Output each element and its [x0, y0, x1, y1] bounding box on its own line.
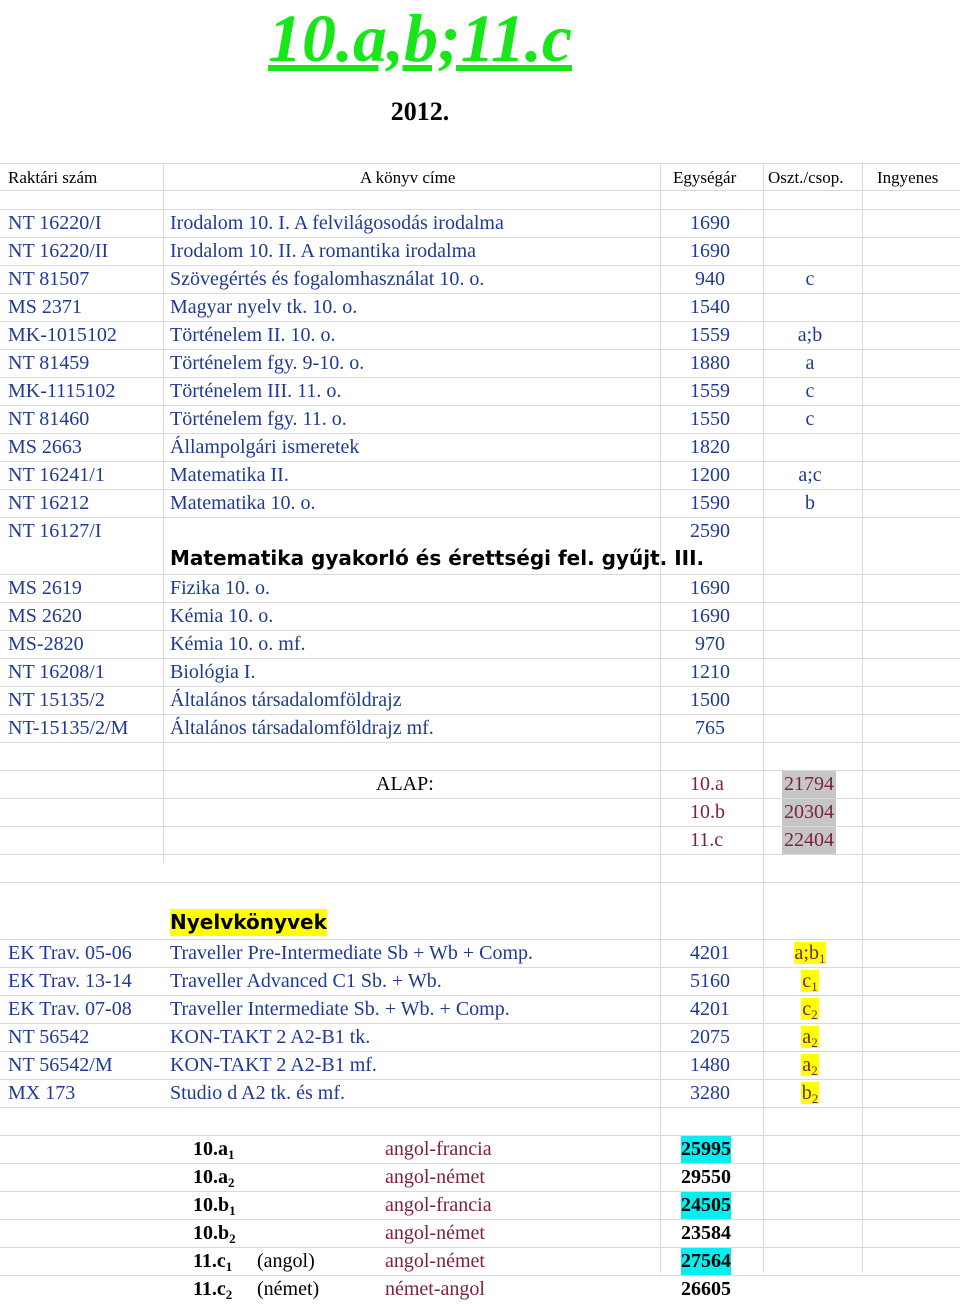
table-row [0, 714, 960, 742]
language-book-group [770, 1024, 850, 1051]
language-book-group [770, 968, 850, 995]
language-group-row [0, 1275, 960, 1303]
book-title: Irodalom 10. I. A felvilágosodás irodalma [170, 212, 504, 234]
language-book-group [770, 1052, 850, 1079]
header-title: A könyv címe [360, 168, 456, 187]
book-title: Történelem fgy. 11. o. [170, 408, 347, 430]
group-class-sub: 1 [229, 1203, 236, 1218]
group-class [193, 1276, 232, 1303]
book-price: 1210 [690, 661, 730, 683]
language-book-id: EK Trav. 13-14 [8, 970, 132, 992]
table-row [0, 995, 960, 1023]
book-price: 765 [695, 717, 725, 739]
group-sub: 2 [811, 1035, 818, 1050]
language-book-id: EK Trav. 05-06 [8, 942, 132, 964]
table-row [0, 293, 960, 321]
header-free: Ingyenes [877, 168, 939, 187]
book-price: 1559 [690, 324, 730, 346]
group-note: (német) [257, 1278, 320, 1300]
group-highlight [801, 998, 818, 1020]
book-price: 1690 [690, 605, 730, 627]
group-highlight [794, 942, 827, 964]
book-price: 1500 [690, 689, 730, 711]
language-group-list [0, 1135, 960, 1303]
group-sub: 2 [811, 1007, 818, 1022]
spacer-row [0, 854, 960, 882]
alap-row [0, 798, 960, 826]
book-group: c [805, 380, 815, 402]
group-class-sub: 2 [225, 1287, 233, 1302]
language-book-price: 2075 [690, 1026, 730, 1048]
language-group-row [0, 1135, 960, 1163]
book-group [770, 687, 850, 714]
header-group: Oszt./csop. [768, 168, 844, 187]
alap-row [0, 826, 960, 854]
table-row [0, 433, 960, 461]
alap-value: 21794 [782, 771, 836, 798]
group-language: angol-francia [385, 1138, 492, 1160]
language-book-price: 3280 [690, 1082, 730, 1104]
book-title: Történelem II. 10. o. [170, 324, 336, 346]
table-row [0, 461, 960, 489]
group-text: c [802, 998, 812, 1020]
language-book-id: NT 56542 [8, 1026, 90, 1048]
group-total: 24505 [681, 1192, 731, 1219]
book-title: Kémia 10. o. [170, 605, 274, 627]
group-highlight [801, 1082, 820, 1104]
group-text: a;b [794, 942, 819, 964]
book-title: Irodalom 10. II. A romantika irodalma [170, 240, 477, 262]
table-row [0, 686, 960, 714]
book-group [770, 238, 850, 265]
book-id: MS 2371 [8, 296, 82, 318]
group-class-text: 10.b [193, 1194, 230, 1216]
table-row [0, 405, 960, 433]
language-book-price: 5160 [690, 970, 730, 992]
book-id: MK-1015102 [8, 324, 117, 346]
book-group [770, 294, 850, 321]
alap-value: 22404 [782, 827, 836, 854]
table-row [0, 602, 960, 630]
language-book-title: Studio d A2 tk. és mf. [170, 1082, 346, 1104]
book-id: MS-2820 [8, 633, 84, 655]
language-book-id: MX 173 [8, 1082, 76, 1104]
book-title: Matematika gyakorló és érettségi fel. gyűjt. III. [170, 546, 705, 570]
book-title: Történelem fgy. 9-10. o. [170, 352, 365, 374]
language-book-group [770, 1080, 850, 1107]
group-class-text: 10.a [193, 1138, 228, 1160]
book-id: NT 81460 [8, 408, 90, 430]
group-sub: 2 [811, 1063, 818, 1078]
book-price: 1540 [690, 296, 730, 318]
language-heading: Nyelvkönyvek [170, 910, 327, 934]
group-class [193, 1192, 236, 1219]
book-price: 1200 [690, 464, 730, 486]
book-id: MS 2620 [8, 605, 82, 627]
spacer-row [0, 1107, 960, 1135]
group-total: 23584 [681, 1222, 731, 1244]
book-group [770, 631, 850, 658]
group-sub: 2 [811, 1091, 819, 1106]
language-book-title: KON-TAKT 2 A2-B1 tk. [170, 1026, 371, 1048]
language-book-title: Traveller Advanced C1 Sb. + Wb. [170, 970, 442, 992]
book-group [770, 715, 850, 742]
table-row [0, 321, 960, 349]
table-row [0, 1051, 960, 1079]
book-id: NT 81507 [8, 268, 90, 290]
book-id: MS 2663 [8, 436, 82, 458]
book-id: NT 81459 [8, 352, 90, 374]
book-id: NT 16208/1 [8, 661, 105, 683]
book-id: NT 16220/II [8, 240, 109, 262]
language-book-price: 1480 [690, 1054, 730, 1076]
book-id: NT 16127/I [8, 520, 102, 542]
group-class [193, 1220, 236, 1247]
table-row [0, 939, 960, 967]
group-total: 29550 [681, 1166, 731, 1188]
group-total: 25995 [681, 1136, 731, 1163]
group-class-sub: 1 [228, 1147, 235, 1162]
table-row [0, 1023, 960, 1051]
table-row [0, 574, 960, 602]
language-book-price: 4201 [690, 998, 730, 1020]
document-title: 10.a,b;11.c [267, 0, 573, 76]
book-group [770, 603, 850, 630]
table-row [0, 967, 960, 995]
group-class [193, 1136, 235, 1163]
language-group-row [0, 1163, 960, 1191]
alap-class: 10.a [690, 773, 724, 795]
book-group: b [805, 492, 815, 514]
book-price: 1820 [690, 436, 730, 458]
group-text: a [802, 1026, 812, 1048]
book-price: 970 [695, 633, 725, 655]
table-row [0, 377, 960, 405]
document-year: 2012. [390, 97, 450, 126]
table-row [0, 265, 960, 293]
book-id: NT 16212 [8, 492, 90, 514]
table-row [0, 209, 960, 237]
group-sub: 1 [811, 979, 818, 994]
book-group [770, 575, 850, 602]
book-price: 1880 [690, 352, 730, 374]
book-price: 2590 [690, 520, 730, 542]
table-row [0, 630, 960, 658]
book-title: Általános társadalomföldrajz mf. [170, 717, 434, 739]
table-row [0, 658, 960, 686]
alap-class: 10.b [690, 801, 725, 823]
book-id: NT 16241/1 [8, 464, 105, 486]
language-book-group [770, 996, 850, 1023]
group-highlight [801, 970, 818, 992]
language-book-id: NT 56542/M [8, 1054, 113, 1076]
book-id: NT 16220/I [8, 212, 102, 234]
group-note: (angol) [257, 1250, 315, 1272]
book-title: Szövegértés és fogalomhasználat 10. o. [170, 268, 485, 290]
alap-row [0, 770, 960, 798]
book-table [0, 163, 960, 1303]
alap-class: 11.c [690, 829, 724, 851]
group-class-sub: 1 [225, 1259, 233, 1274]
book-id: MK-1115102 [8, 380, 116, 402]
table-row [0, 349, 960, 377]
alap-value: 20304 [782, 799, 836, 826]
book-title: Matematika II. [170, 464, 289, 486]
header-id: Raktári szám [8, 168, 98, 187]
group-highlight [801, 1054, 818, 1076]
book-group: c [805, 268, 815, 290]
book-group [770, 518, 850, 545]
language-book-title: KON-TAKT 2 A2-B1 mf. [170, 1054, 377, 1076]
language-book-id: EK Trav. 07-08 [8, 998, 132, 1020]
book-group: a;b [797, 324, 823, 346]
group-highlight [801, 1026, 818, 1048]
book-price: 1690 [690, 212, 730, 234]
book-price: 940 [695, 268, 725, 290]
group-class-text: 11.c [193, 1250, 226, 1272]
group-text: c [802, 970, 812, 992]
book-id: NT-15135/2/M [8, 717, 129, 739]
book-id: MS 2619 [8, 577, 82, 599]
book-title: Általános társadalomföldrajz [170, 689, 402, 711]
group-class-text: 10.b [193, 1222, 230, 1244]
book-price: 1690 [690, 240, 730, 262]
language-group-row [0, 1247, 960, 1275]
book-title: Állampolgári ismeretek [170, 436, 360, 458]
book-group: c [805, 408, 815, 430]
table-header [0, 163, 960, 190]
book-title: Történelem III. 11. o. [170, 380, 342, 402]
group-language: angol-német [385, 1166, 485, 1188]
group-language: angol-francia [385, 1194, 492, 1216]
book-group [770, 659, 850, 686]
group-class [193, 1164, 235, 1191]
language-book-list [0, 939, 960, 1107]
group-total: 27564 [681, 1248, 731, 1275]
book-title: Fizika 10. o. [170, 577, 270, 599]
group-text: a [802, 1054, 812, 1076]
table-row [0, 237, 960, 265]
book-price: 1559 [690, 380, 730, 402]
group-total: 26605 [681, 1278, 731, 1300]
group-class [193, 1248, 232, 1275]
group-class-sub: 2 [229, 1231, 236, 1246]
language-heading-row [0, 882, 960, 939]
group-text: b [801, 1082, 812, 1104]
language-group-row [0, 1219, 960, 1247]
book-title: Kémia 10. o. mf. [170, 633, 306, 655]
language-book-title: Traveller Pre-Intermediate Sb + Wb + Comp. [170, 942, 534, 964]
group-sub: 1 [818, 951, 826, 966]
book-list [0, 209, 960, 742]
book-group: a [805, 352, 815, 374]
table-row [0, 489, 960, 517]
header-price: Egységár [673, 168, 737, 187]
book-price: 1590 [690, 492, 730, 514]
language-book-title: Traveller Intermediate Sb. + Wb. + Comp. [170, 998, 510, 1020]
table-row [0, 517, 960, 574]
book-group [770, 210, 850, 237]
table-row [0, 1079, 960, 1107]
group-class-text: 10.a [193, 1166, 228, 1188]
book-title: Matematika 10. o. [170, 492, 316, 514]
alap-label: ALAP: [376, 773, 434, 795]
group-class-text: 11.c [193, 1278, 226, 1300]
group-language: angol-német [385, 1222, 485, 1244]
language-group-row [0, 1191, 960, 1219]
group-class-sub: 2 [228, 1175, 235, 1190]
book-price: 1550 [690, 408, 730, 430]
book-title: Magyar nyelv tk. 10. o. [170, 296, 358, 318]
book-price: 1690 [690, 577, 730, 599]
book-title: Biológia I. [170, 661, 256, 683]
language-book-group [770, 940, 850, 967]
group-language: angol-német [385, 1250, 485, 1272]
group-language: német-angol [385, 1278, 485, 1300]
language-book-price: 4201 [690, 942, 730, 964]
book-group: a;c [798, 464, 822, 486]
book-id: NT 15135/2 [8, 689, 105, 711]
spacer-row [0, 190, 960, 209]
book-group [770, 434, 850, 461]
spacer-row [0, 742, 960, 770]
alap-summary [0, 770, 960, 854]
